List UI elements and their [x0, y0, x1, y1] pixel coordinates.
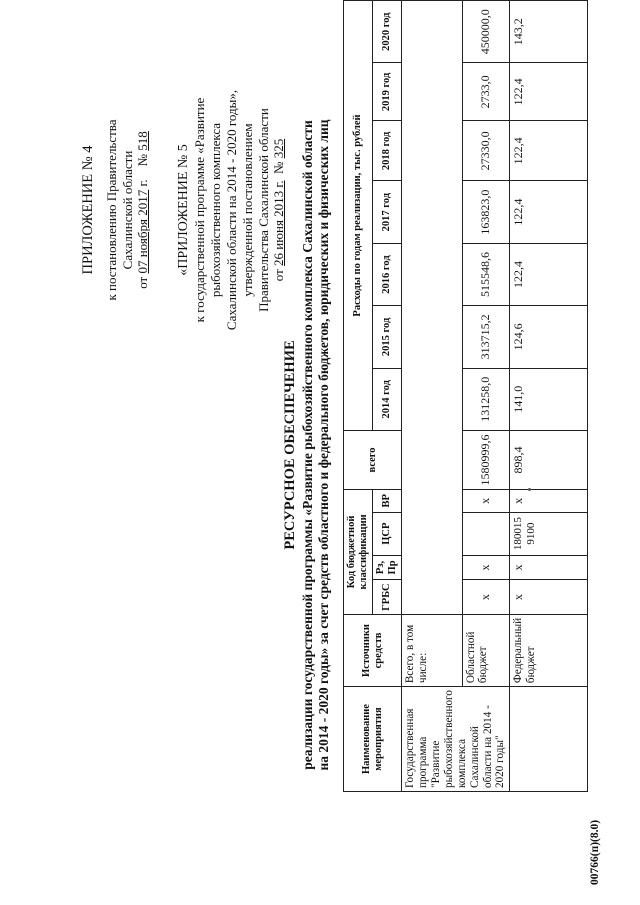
header-years-group: Расходы по годам реализации, тыс. рублей	[344, 1, 373, 431]
total-label-cell: Всего, в том числе:	[402, 614, 462, 686]
header-year-2014: 2014 год	[373, 368, 402, 430]
total-empty-cell	[402, 1, 462, 615]
value-2014-cell: 141,0	[510, 368, 588, 430]
header-year-2016: 2016 год	[373, 243, 402, 305]
header-total: всего	[344, 430, 402, 489]
year-suffix: г.	[135, 179, 151, 187]
appendix-5-line-2: рыбохозяйственного комплекса	[207, 122, 223, 298]
value-2019-cell: 2733,0	[462, 63, 510, 121]
header-year-2020: 2020 год	[373, 1, 402, 63]
header-grbs: ГРБС	[373, 580, 402, 615]
resource-table	[343, 0, 588, 792]
header-vr: ВР	[373, 489, 402, 512]
value-2015-cell: 313715,2	[462, 306, 510, 368]
appendix-5-line-3: Сахалинской области на 2014 - 2020 годы»,	[223, 89, 239, 331]
title-line-2: реализации государственной программы «Развитие рыбохозяйственного комплекса Сахалинской области	[299, 120, 315, 770]
csr-cell: 180015 9100	[510, 512, 588, 555]
header-year-2017: 2017 год	[373, 181, 402, 243]
header-sources: Источники средств	[344, 614, 402, 686]
header-kbk: Код бюджетной классификации	[344, 489, 373, 614]
source-cell: Областной бюджет	[462, 614, 510, 686]
appendix-5-date: 26 июня 2013 г.	[271, 180, 287, 266]
value-2020-cell: 143,2	[510, 1, 588, 63]
total-cell: 1580999,6	[462, 430, 510, 489]
value-2019-cell: 122,4	[510, 63, 588, 121]
header-rzpr: Рз, Пр	[373, 555, 402, 580]
header-name: Наименование мероприятия	[344, 687, 402, 792]
table-row	[462, 1, 510, 792]
value-2016-cell: 122,4	[510, 243, 588, 305]
value-2014-cell: 131258,0	[462, 368, 510, 430]
csr-cell	[462, 512, 510, 555]
decree-line-1: к постановлению Правительства	[103, 119, 119, 301]
from-label: от	[271, 269, 287, 282]
source-cell: Федеральный бюджет	[510, 614, 588, 686]
appendix-5-line-4: утвержденной постановлением	[239, 123, 255, 297]
value-2016-cell: 515548,6	[462, 243, 510, 305]
title-line-3: на 2014 - 2020 годы» за счет средств областного и федерального бюджетов, юридических и физических лиц	[316, 119, 332, 771]
scan-speck	[528, 488, 531, 491]
decree-date: 07 ноября 2017	[135, 189, 151, 274]
grbs-cell: х	[462, 580, 510, 615]
appendix-5-title: «ПРИЛОЖЕНИЕ № 5	[176, 144, 191, 276]
document-title	[282, 45, 333, 845]
appendix-5-number: 325	[271, 138, 287, 159]
number-label: №	[271, 161, 287, 174]
header-year-2015: 2015 год	[373, 306, 402, 368]
program-name-cell: Государственная программа "Развитие рыбохозяйственного комплекса Сахалинской области на 2014 - 2020 годы"	[402, 687, 510, 792]
value-2020-cell: 450000,0	[462, 1, 510, 63]
value-2017-cell: 122,4	[510, 181, 588, 243]
table-row	[402, 1, 462, 792]
vr-cell: х	[462, 489, 510, 512]
table-row	[510, 1, 588, 792]
header-year-2018: 2018 год	[373, 121, 402, 181]
value-2018-cell: 122,4	[510, 121, 588, 181]
number-label: №	[135, 153, 151, 167]
appendix-5-line-1: к государственной программе «Развитие	[192, 97, 208, 323]
rzpr-cell: х	[510, 555, 588, 580]
value-2015-cell: 124,6	[510, 306, 588, 368]
header-csr: ЦСР	[373, 512, 402, 555]
rzpr-cell: х	[462, 555, 510, 580]
appendix-5-block	[175, 40, 287, 380]
decree-date-line	[135, 40, 151, 380]
appendix-4-block	[80, 40, 151, 380]
header-row-1	[344, 1, 373, 792]
appendix-4-title: ПРИЛОЖЕНИЕ № 4	[80, 145, 96, 275]
appendix-5-line-5: Правительства Сахалинской области	[255, 108, 271, 312]
value-2018-cell: 27330,0	[462, 121, 510, 181]
value-2017-cell: 163823,0	[462, 181, 510, 243]
total-cell: 898,4	[510, 430, 588, 489]
header-year-2019: 2019 год	[373, 63, 402, 121]
vr-cell: х	[510, 489, 588, 512]
title-main: РЕСУРСНОЕ ОБЕСПЕЧЕНИЕ	[282, 340, 298, 550]
decree-number: 518	[135, 131, 151, 151]
grbs-cell: х	[510, 580, 588, 615]
program-name-continuation	[510, 687, 588, 792]
from-label: от	[135, 276, 151, 289]
decree-line-2: Сахалинской области	[119, 150, 135, 270]
footer-code: 00766(п)(8.0)	[589, 819, 601, 885]
